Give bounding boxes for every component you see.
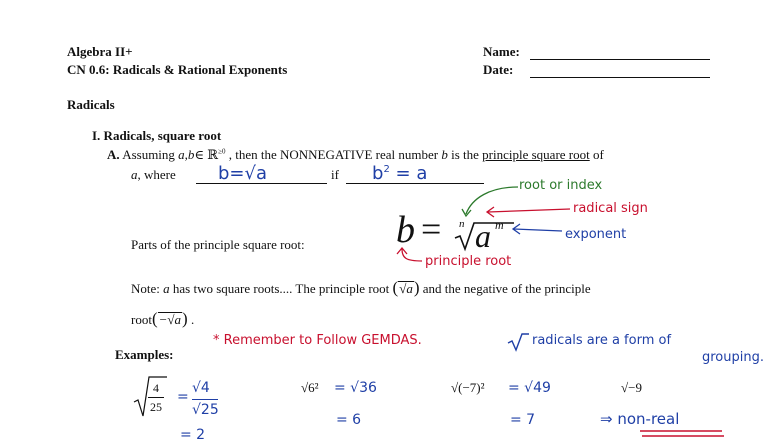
assuming-text: Assuming xyxy=(122,147,175,162)
ex1-denominator: 25 xyxy=(150,400,162,414)
annotation-radical-sign: radical sign xyxy=(573,201,648,216)
note-text2: and the negative of the principle xyxy=(422,281,591,296)
item-a-line1 xyxy=(107,147,604,163)
then-text: , then the NONNEGATIVE real number xyxy=(228,147,439,162)
ex2-work: = √36 xyxy=(334,380,377,396)
ex1-fraction-bar xyxy=(148,397,164,398)
ex4-result: ⇒ non-real xyxy=(600,410,680,428)
annotation-principle-root: principle root xyxy=(425,254,512,269)
note-line1: Note: a has two square roots.... The principle root (√a) and the negative of the principle xyxy=(131,278,591,297)
note-prefix: Note: xyxy=(131,281,160,296)
grouping-note: radicals are a form of xyxy=(532,333,672,348)
formula-radicand: a xyxy=(475,218,491,254)
subsection-title: I. Radicals, square root xyxy=(92,128,222,143)
parts-label: Parts of the principle square root: xyxy=(131,237,305,252)
fill-answer-2: $b^2 = a$ xyxy=(372,163,428,184)
ex3-work: = √49 xyxy=(508,380,551,396)
ex2-result: = 6 xyxy=(336,412,362,428)
ex4-expression: √−9 xyxy=(621,380,642,395)
item-a-label: A. xyxy=(107,147,120,162)
note-text1: has two square roots.... The principle root xyxy=(172,281,390,296)
ex1-den-work: √25 xyxy=(192,402,219,418)
note-root-word: root xyxy=(131,312,152,327)
var-b: b xyxy=(441,147,448,162)
arrow-radical-sign-icon xyxy=(484,204,574,220)
ex1-result: = 2 xyxy=(180,427,206,443)
term-principle-square-root: principle square root xyxy=(482,147,590,162)
name-label: Name: xyxy=(483,44,520,59)
is-the-text: is the xyxy=(451,147,479,162)
set-symbol: ∈ ℝ xyxy=(194,147,219,162)
var-ab: a,b xyxy=(178,147,195,162)
name-line xyxy=(530,59,710,60)
annotation-root-index: root or index xyxy=(519,178,603,193)
set-sup: ≥0 xyxy=(218,147,226,156)
arrow-principle-root-icon xyxy=(396,246,426,268)
note-root-expr: √a xyxy=(399,281,413,296)
note-var-a: a xyxy=(163,281,170,296)
ex3-expression: √(−7)² xyxy=(451,380,485,395)
of-text: of xyxy=(592,147,604,162)
remember-note: * Remember to Follow GEMDAS. xyxy=(213,333,422,348)
var-a: a xyxy=(131,167,138,182)
formula-index: n xyxy=(459,218,465,230)
grouping-word: grouping. xyxy=(702,350,764,365)
examples-label: Examples: xyxy=(115,347,174,362)
ex1-equals: = xyxy=(177,389,189,405)
if-text: if xyxy=(331,167,339,182)
date-label: Date: xyxy=(483,62,514,77)
ex2-expression: √6² xyxy=(301,380,319,395)
note-neg-expr: −√a xyxy=(158,312,182,327)
arrow-exponent-icon xyxy=(510,222,566,238)
ex1-numerator: 4 xyxy=(153,381,159,395)
fill-answer-1: b=√a xyxy=(218,163,268,184)
note-period: . xyxy=(190,312,195,327)
date-line xyxy=(530,77,710,78)
ex1-num-work: √4 xyxy=(192,380,210,396)
formula-equals: = xyxy=(421,209,442,249)
where-text: , where xyxy=(137,167,176,182)
a-where xyxy=(131,167,176,183)
ex1-work-bar xyxy=(192,399,218,400)
lesson-title: CN 0.6: Radicals & Rational Exponents xyxy=(67,62,288,77)
formula-b: b xyxy=(396,209,415,251)
radical-doodle-icon xyxy=(507,333,529,351)
annotation-exponent: exponent xyxy=(565,227,627,242)
note-line2: root(−√a) . xyxy=(131,309,195,328)
course-title: Algebra II+ xyxy=(67,44,133,59)
formula-exponent: m xyxy=(495,218,504,232)
ex4-underline-icon xyxy=(638,428,728,440)
section-title: Radicals xyxy=(67,97,115,112)
ex3-result: = 7 xyxy=(510,412,536,428)
